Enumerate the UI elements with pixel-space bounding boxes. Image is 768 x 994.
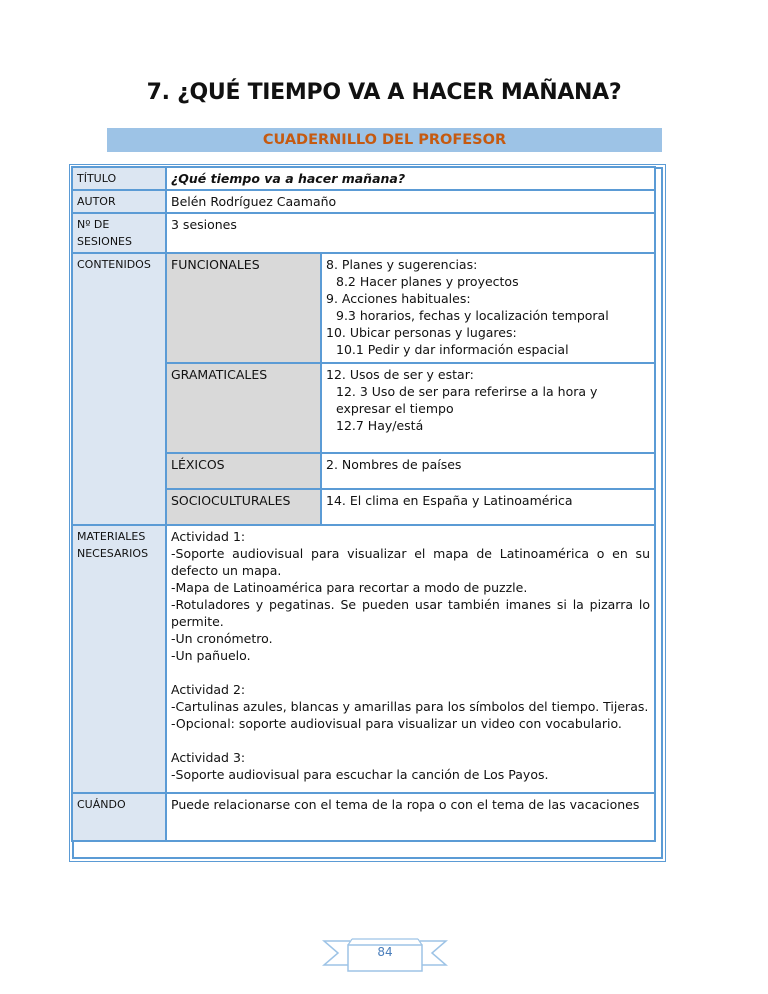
activity-title: Actividad 2: bbox=[171, 682, 246, 697]
material-item: -Un pañuelo. bbox=[171, 648, 251, 663]
value-lexicos: 2. Nombres de países bbox=[321, 453, 655, 489]
value-cuando: Puede relacionarse con el tema de la ropa o con el tema de las vacaciones bbox=[166, 793, 655, 841]
value-funcionales bbox=[321, 253, 655, 363]
value-materiales bbox=[166, 525, 655, 793]
label-contenidos: CONTENIDOS bbox=[72, 253, 166, 525]
activity-title: Actividad 3: bbox=[171, 750, 246, 765]
page-title: 7. ¿QUÉ TIEMPO VA A HACER MAÑANA? bbox=[146, 80, 622, 105]
content-line: 10. Ubicar personas y lugares: bbox=[326, 325, 517, 340]
content-line: 9. Acciones habituales: bbox=[326, 291, 471, 306]
label-autor: AUTOR bbox=[72, 190, 166, 213]
label-cuando: CUÁNDO bbox=[72, 793, 166, 841]
page-number-ribbon bbox=[322, 933, 448, 973]
row-autor bbox=[72, 190, 655, 213]
content-line: 9.3 horarios, fechas y localización temporal bbox=[336, 308, 609, 323]
label-lexicos: LÉXICOS bbox=[166, 453, 321, 489]
material-item: -Cartulinas azules, blancas y amarillas para los símbolos del tiempo. Tijeras. bbox=[171, 699, 649, 714]
label-gramaticales: GRAMATICALES bbox=[166, 363, 321, 453]
row-cuando bbox=[72, 793, 655, 841]
value-autor: Belén Rodríguez Caamaño bbox=[166, 190, 655, 213]
value-titulo: ¿Qué tiempo va a hacer mañana? bbox=[166, 167, 655, 190]
lesson-info-table-frame bbox=[69, 164, 666, 862]
page-number: 84 bbox=[377, 945, 393, 959]
content-line: 12. Usos de ser y estar: bbox=[326, 367, 474, 382]
label-funcionales: FUNCIONALES bbox=[166, 253, 321, 363]
label-sesiones: Nº DE SESIONES bbox=[72, 213, 166, 253]
material-item: -Rotuladores y pegatinas. Se pueden usar también imanes si la pizarra lo permite. bbox=[171, 597, 650, 629]
material-item: -Soporte audiovisual para visualizar el mapa de Latinoamérica o en su defecto un mapa. bbox=[171, 546, 650, 578]
row-materiales bbox=[72, 525, 655, 793]
content-line: 8. Planes y sugerencias: bbox=[326, 257, 478, 272]
content-line: 12. 3 Uso de ser para referirse a la hora y expresar el tiempo bbox=[336, 384, 598, 416]
label-materiales: MATERIALES NECESARIOS bbox=[72, 525, 166, 793]
content-line: 8.2 Hacer planes y proyectos bbox=[336, 274, 519, 289]
material-item: -Soporte audiovisual para escuchar la canción de Los Payos. bbox=[171, 767, 549, 782]
content-line: 10.1 Pedir y dar información espacial bbox=[336, 342, 569, 357]
value-gramaticales bbox=[321, 363, 655, 453]
section-banner: CUADERNILLO DEL PROFESOR bbox=[107, 128, 662, 152]
material-item: -Un cronómetro. bbox=[171, 631, 273, 646]
lesson-info-table bbox=[71, 166, 656, 842]
value-socioculturales: 14. El clima en España y Latinoamérica bbox=[321, 489, 655, 525]
row-funcionales bbox=[72, 253, 655, 363]
value-sesiones: 3 sesiones bbox=[166, 213, 655, 253]
content-line: 12.7 Hay/está bbox=[336, 418, 424, 433]
row-titulo bbox=[72, 167, 655, 190]
label-socioculturales: SOCIOCULTURALES bbox=[166, 489, 321, 525]
activity-title: Actividad 1: bbox=[171, 529, 246, 544]
material-item: -Mapa de Latinoamérica para recortar a modo de puzzle. bbox=[171, 580, 528, 595]
row-sesiones bbox=[72, 213, 655, 253]
label-titulo: TÍTULO bbox=[72, 167, 166, 190]
material-item: -Opcional: soporte audiovisual para visualizar un video con vocabulario. bbox=[171, 716, 622, 731]
